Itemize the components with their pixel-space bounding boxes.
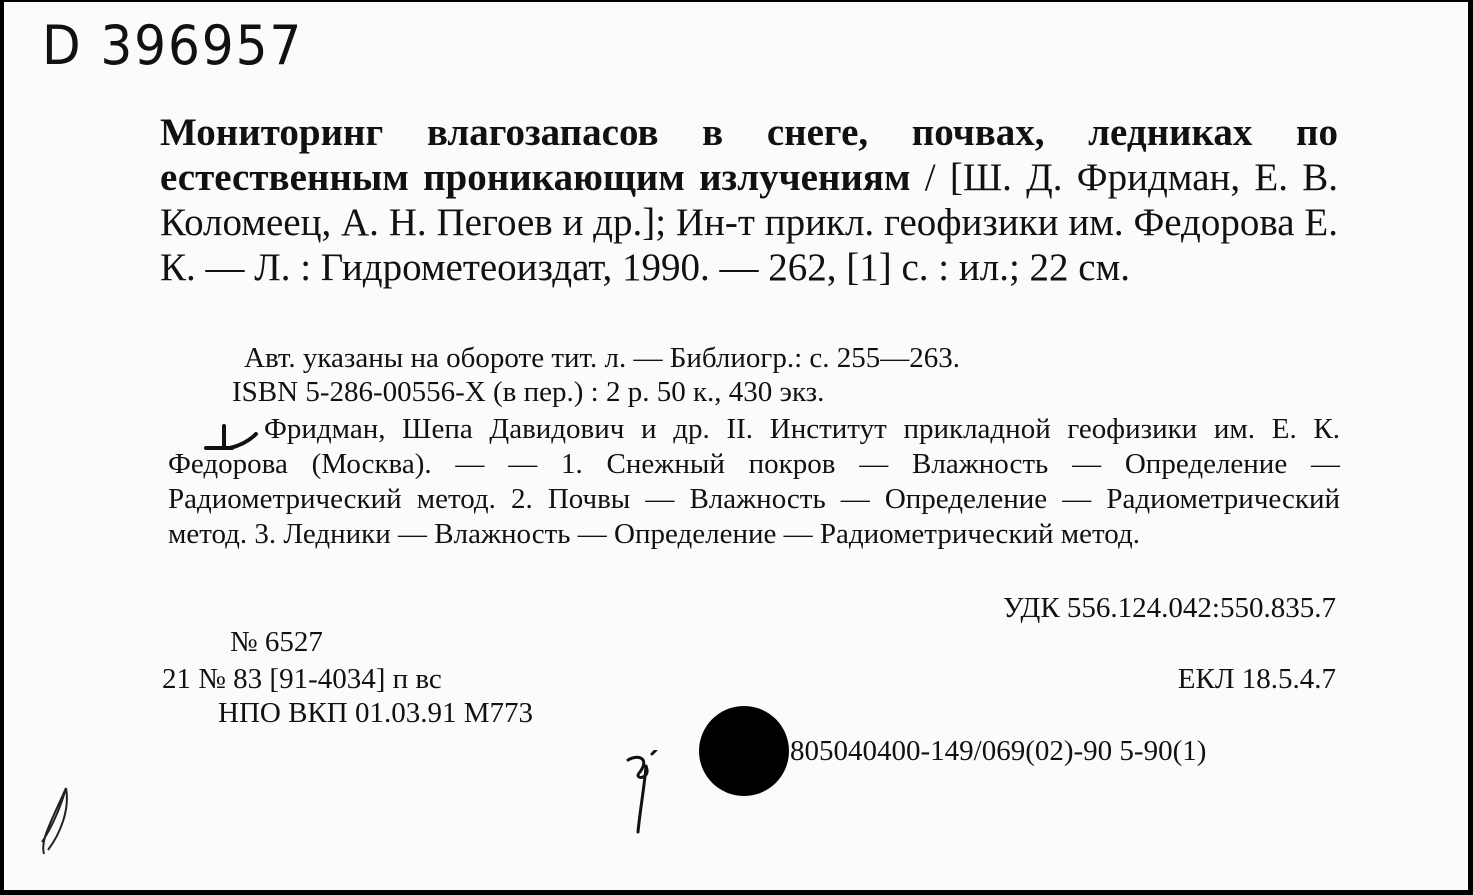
udk-classification: УДК 556.124.042:550.835.7 [1002, 592, 1336, 624]
handwritten-digit-mark [622, 750, 662, 836]
authors-note: Авт. указаны на обороте тит. л. — Библиогр.: с. 255—263. [244, 342, 960, 374]
publication-code: 805040400-149/069(02)-90 5-90(1) [790, 735, 1207, 767]
order-line: 21 № 83 [91-4034] п вс [162, 663, 442, 695]
catalog-card [4, 2, 1468, 890]
punch-hole [699, 706, 789, 796]
tracings-note: Фридман, Шепа Давидович и др. II. Институт прикладной геофизики им. Е. К. Федорова (Москва). — — 1. Снежный покров — Влажность — Определение — Радиометрический метод. 2. Почвы — Влажность — Определение — Радиометрический метод. 3. Ледники — Влажность — Определение — Радиометрический метод. [168, 413, 1340, 550]
isbn-line: ISBN 5-286-00556-X (в пер.) : 2 р. 50 к., 430 экз. [232, 376, 825, 408]
bibliographic-description [160, 110, 1338, 290]
ekl-classification: ЕКЛ 18.5.4.7 [1177, 663, 1336, 695]
npo-line: НПО ВКП 01.03.91 М773 [218, 697, 533, 729]
book-title: Мониторинг влагозапасов в снеге, почвах, ледниках по естественным проникающим излучениям [160, 111, 1338, 199]
handwritten-scribble-mark [30, 780, 80, 860]
responsibility-statement: / [Ш. Д. Фридман, Е. В. Коломеец, А. Н. Пегоев и др.]; Ин-т прикл. геофизики им. Федорова Е. К. — Л. : Гидрометеоиздат, 1990. — 262, [1] с. : ил.; 22 см. [160, 156, 1338, 289]
handwritten-card-id: D 396957 [42, 14, 304, 77]
card-number: № 6527 [230, 626, 323, 658]
